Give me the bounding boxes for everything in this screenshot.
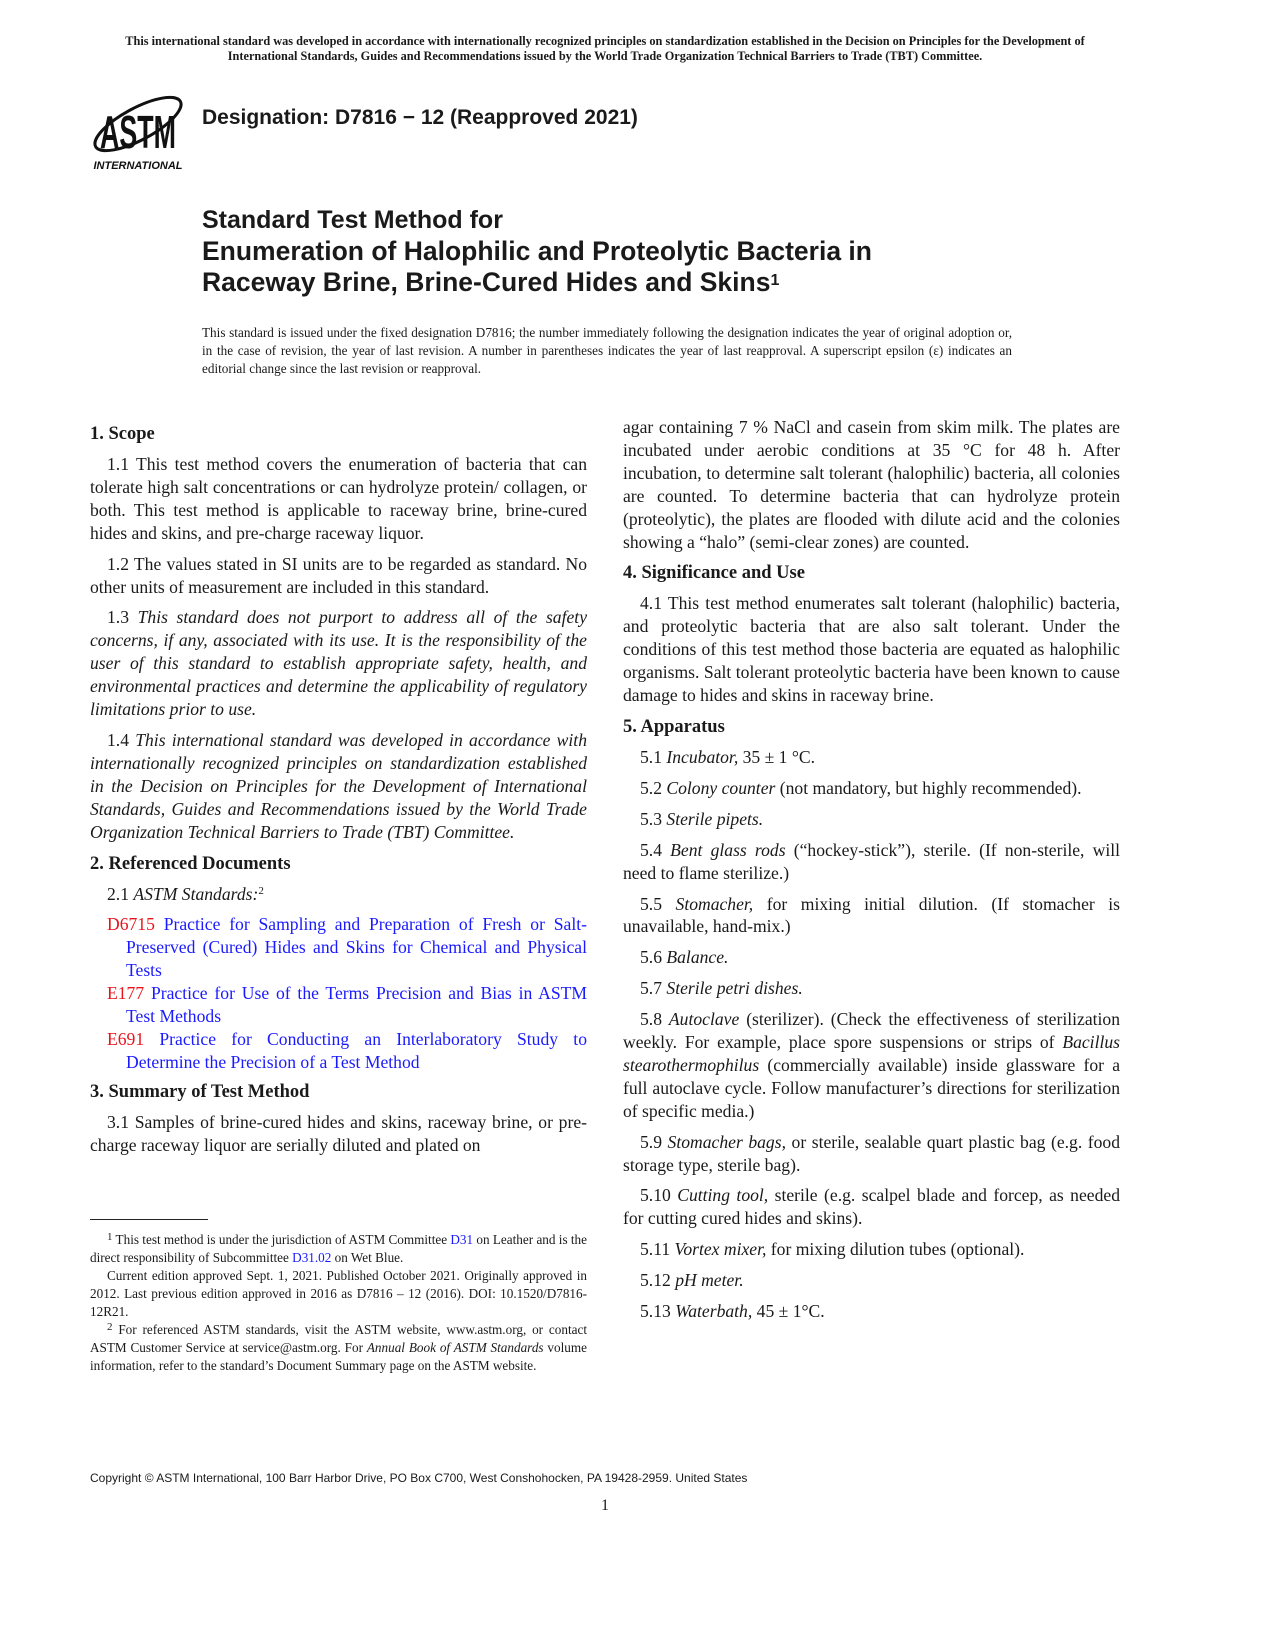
footnote <box>90 1321 587 1375</box>
paragraph <box>90 553 587 599</box>
section-heading <box>623 715 1120 739</box>
text-span: 5. Apparatus <box>623 716 725 737</box>
reference-link[interactable]: D31.02 <box>292 1250 332 1265</box>
footnote-ref[interactable]: 1 <box>770 272 780 289</box>
standard-code-link[interactable]: D6715 <box>107 914 155 935</box>
text-span: This international standard was developed in accordance with internationally recognized principles on standardization established in the Decision on Principles for the Development of International Standards, Guides and Recommendations issued by the World Trade Organization Technical Barriers to Trade (TBT) Committee. <box>90 729 587 842</box>
text-span: 5.9 <box>640 1131 668 1152</box>
footnote-ref[interactable]: 2 <box>107 1321 113 1333</box>
referenced-document <box>90 982 587 1028</box>
section-heading <box>90 852 587 876</box>
text-span: Sterile pipets. <box>666 808 764 829</box>
standard-code-link[interactable]: E177 <box>107 983 145 1004</box>
text-span: 35 ± 1 °C. <box>738 746 816 767</box>
text-span: (“hockey-stick”), sterile. (If non-sterile, will need to flame sterilize.) <box>623 839 1120 883</box>
paragraph <box>623 777 1120 800</box>
text-span: 3.1 Samples of brine-cured hides and skins, raceway brine, or pre-charge raceway liquor are serially diluted and plated on <box>90 1111 587 1155</box>
text-span: ASTM Standards: <box>133 883 259 904</box>
text-span: on Wet Blue. <box>331 1250 404 1265</box>
paragraph <box>623 808 1120 831</box>
referenced-document <box>90 913 587 982</box>
paragraph <box>623 1238 1120 1261</box>
left-column <box>90 416 587 1165</box>
text-span: (not mandatory, but highly recommended). <box>775 777 1082 798</box>
text-span: 45 ± 1°C. <box>752 1301 825 1322</box>
title-line: Standard Test Method for <box>202 206 503 234</box>
paragraph <box>90 883 587 906</box>
text-span: 1. Scope <box>90 424 155 444</box>
reference-link[interactable]: D31 <box>450 1232 474 1247</box>
text-span: volume information, refer to the standard’s Document Summary page on the ASTM website. <box>90 1340 587 1373</box>
text-span: 5.7 <box>640 978 667 999</box>
paragraph <box>623 592 1120 707</box>
svg-text:ASTM: ASTM <box>100 106 176 158</box>
section-heading <box>90 422 587 446</box>
text-span: 2.1 <box>107 883 134 904</box>
text-span: This standard does not purport to address all of the safety concerns, if any, associated with its use. It is the responsibility of the user of this standard to establish appropriate safety, health, and environmental practices and determine the applicability of regulatory limitations prior to use. <box>90 607 588 720</box>
text-span: on Leather and is the direct responsibility of Subcommittee <box>90 1232 587 1265</box>
text-span: for mixing dilution tubes (optional). <box>766 1239 1025 1260</box>
section-heading <box>623 561 1120 585</box>
paragraph <box>623 1300 1120 1323</box>
text-span: Stomacher bags, <box>667 1131 786 1152</box>
paragraph <box>623 1184 1120 1230</box>
text-span: 2. Referenced Documents <box>90 853 291 874</box>
text-span: (commercially available) inside glassware for a full autoclave cycle. Follow manufacturer’s directions for sterilization of specific media.) <box>623 1054 1120 1121</box>
text-span: (sterilizer). (Check the effectiveness of sterilization weekly. For example, place spore suspensions or strips of <box>623 1009 1120 1053</box>
paragraph <box>90 1111 587 1157</box>
title-line: Enumeration of Halophilic and Proteolytic Bacteria in <box>202 236 872 266</box>
paragraph <box>623 746 1120 769</box>
designation: Designation: D7816 − 12 (Reapproved 2021) <box>202 106 638 129</box>
footnote <box>90 1267 587 1321</box>
document-title <box>202 205 872 298</box>
text-span: Annual Book of ASTM Standards <box>366 1340 544 1355</box>
title-text: Raceway Brine, Brine-Cured Hides and Skins <box>202 267 771 297</box>
title-line <box>202 267 872 298</box>
paragraph <box>623 1008 1120 1123</box>
text-span: Colony counter <box>666 777 776 798</box>
text-span: 5.13 <box>640 1301 676 1322</box>
paragraph <box>623 839 1120 885</box>
copyright-footer: Copyright © ASTM International, 100 Barr Harbor Drive, PO Box C700, West Conshohocken, PA 19428-2959. United States <box>90 1471 748 1485</box>
footnote-ref[interactable]: 2 <box>258 884 264 897</box>
text-span: 5.4 <box>640 839 671 860</box>
text-span: Incubator, <box>666 746 739 767</box>
reference-link[interactable]: Practice for Use of the Terms Precision and Bias in ASTM Test Methods <box>126 983 587 1027</box>
astm-logo <box>88 82 192 174</box>
text-span: 4.1 This test method enumerates salt tolerant (halophilic) bacteria, and proteolytic bacteria that are also salt tolerant. Under the conditions of this test method those bacteria are equated as halophilic organisms. Salt tolerant proteolytic bacteria have been known to cause damage to hides and skins in raceway brine. <box>623 593 1120 706</box>
paragraph <box>623 893 1120 939</box>
paragraph <box>623 1131 1120 1177</box>
text-span: 1.3 <box>107 607 138 628</box>
text-span: Balance. <box>666 947 729 968</box>
footnote-divider <box>90 1219 208 1220</box>
text-span: 1.1 This test method covers the enumeration of bacteria that can tolerate high salt concentrations or can hydrolyze protein/ collagen, or both. This test method is applicable to raceway brine, brine-cured hides and skins, and pre-charge raceway liquor. <box>90 454 587 543</box>
wto-notice: This international standard was developed in accordance with internationally recognized principles on standardization established in the Decision on Principles for the Development of International Standards, Guides and Recommendations issued by the World Trade Organization Technical Barriers to Trade (TBT) Committee. <box>125 34 1085 63</box>
paragraph <box>90 729 587 844</box>
text-span: Stomacher, <box>675 893 754 914</box>
text-span: For referenced ASTM standards, visit the ASTM website, www.astm.org, or contact ASTM Customer Service at service@astm.org. For <box>90 1322 587 1355</box>
reference-link[interactable]: Practice for Sampling and Preparation of Fresh or Salt-Preserved (Cured) Hides and Skins for Chemical and Physical Tests <box>126 914 587 981</box>
text-span: for mixing initial dilution. (If stomacher is unavailable, hand-mix.) <box>623 893 1121 937</box>
reference-link[interactable]: Practice for Conducting an Interlaboratory Study to Determine the Precision of a Test Method <box>126 1028 587 1072</box>
text-span: Cutting tool, <box>677 1185 769 1206</box>
paragraph <box>90 606 587 721</box>
text-span: pH meter. <box>675 1270 744 1291</box>
footnote-ref[interactable]: 1 <box>107 1231 113 1243</box>
text-span: Sterile petri dishes. <box>666 978 803 999</box>
text-span: 1.4 <box>107 729 136 750</box>
text-span: Bent glass rods <box>670 839 786 860</box>
text-span: 5.8 <box>640 1009 669 1030</box>
text-span: 1.2 The values stated in SI units are to be regarded as standard. No other units of measurement are included in this standard. <box>90 553 587 597</box>
right-column <box>623 416 1120 1331</box>
referenced-document <box>90 1028 587 1074</box>
text-span: 5.12 <box>640 1270 676 1291</box>
standard-code-link[interactable]: E691 <box>107 1028 145 1049</box>
text-span: Waterbath, <box>675 1301 753 1322</box>
text-span: 4. Significance and Use <box>623 563 805 584</box>
text-span: sterile (e.g. scalpel blade and forcep, as needed for cutting cured hides and skins). <box>623 1185 1120 1229</box>
text-span: agar containing 7 % NaCl and casein from skim milk. The plates are incubated under aerobic conditions at 35 °C for 48 h. After incubation, to determine salt tolerant (halophilic) bacteria, all colonies are counted. To determine bacteria that can hydrolyze protein (proteolytic), the plates are flooded with dilute acid and the colonies showing a “halo” (semi-clear zones) are counted. <box>623 417 1120 552</box>
paragraph <box>623 416 1120 553</box>
text-span: or sterile, sealable quart plastic bag (e.g. food storage type, sterile bag). <box>623 1131 1121 1175</box>
text-span: Bacillus stearothermophilus <box>623 1032 1120 1075</box>
page-number: 1 <box>601 1497 609 1514</box>
paragraph <box>90 453 587 545</box>
text-span: Vortex mixer, <box>674 1239 767 1260</box>
text-span: 5.2 <box>640 777 667 798</box>
section-heading <box>90 1080 587 1104</box>
footnote <box>90 1231 587 1267</box>
text-span: 5.5 <box>640 893 676 914</box>
text-span: 3. Summary of Test Method <box>90 1081 310 1102</box>
paragraph <box>623 946 1120 969</box>
text-span: Current edition approved Sept. 1, 2021. Published October 2021. Originally approved in 2012. Last previous edition approved in 2016 as D7816 – 12 (2016). DOI: 10.1520/D7816-12R21. <box>90 1268 587 1319</box>
text-span: This test method is under the jurisdiction of ASTM Committee <box>112 1232 451 1247</box>
paragraph <box>623 1269 1120 1292</box>
text-span: 5.11 <box>640 1239 675 1260</box>
preamble: This standard is issued under the fixed designation D7816; the number immediately following the designation indicates the year of original adoption or, in the case of revision, the year of last revision. A number in parentheses indicates the year of last reapproval. A superscript epsilon (ε) indicates an editorial change since the last revision or reapproval. <box>202 325 1012 376</box>
paragraph <box>623 977 1120 1000</box>
footnotes <box>90 1231 587 1375</box>
text-span: Autoclave <box>668 1009 740 1030</box>
text-span: 5.6 <box>640 947 667 968</box>
text-span: 5.1 <box>640 746 667 767</box>
text-span: 5.10 <box>640 1185 678 1206</box>
text-span: 5.3 <box>640 808 667 829</box>
svg-text:INTERNATIONAL: INTERNATIONAL <box>93 160 183 172</box>
